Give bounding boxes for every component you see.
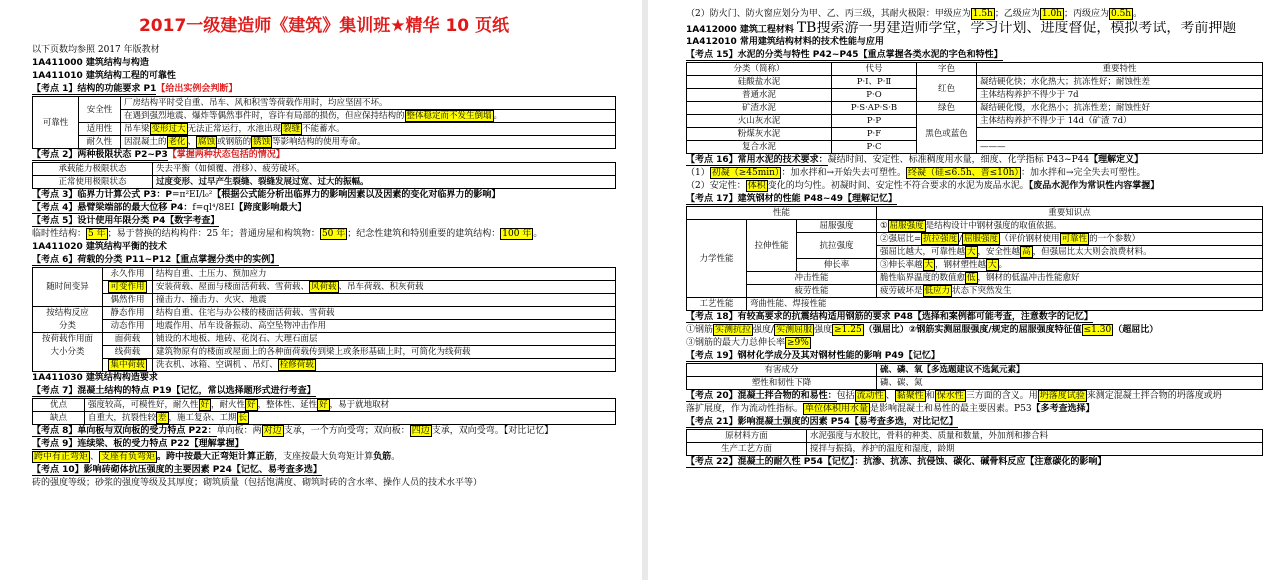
highlight: 腐蚀	[198, 137, 216, 147]
kp17-table	[686, 206, 1263, 311]
group-cell: 大小分类	[33, 346, 103, 359]
row-value: 过度变形、过早产生裂缝、裂缝发展过宽、过大的振幅。	[153, 176, 616, 189]
row-value: 失去平衡（如倾覆、滑移）、疲劳破坏。	[153, 163, 616, 176]
row-value: 因混凝土的 老化 、 腐蚀 或钢筋的 锈蚀 等影响结构的使用寿命。	[121, 136, 616, 149]
cement-trait: 主体结构养护不得少于 7d	[977, 89, 1263, 102]
row-value: 水泥强度与水胶比，骨料的种类、质量和数量，外加剂和掺合料	[807, 430, 1263, 443]
row-key: 缺点	[33, 412, 85, 425]
kp10-text: 砖的强度等级；砂浆的强度等级及其厚度；砌筑质量（包括饱满度、砌筑时砖的含水率、操作人员的技术水平等）	[32, 478, 483, 488]
property-sub: 拉伸性能	[747, 220, 797, 272]
row-key: 有害成分	[687, 364, 877, 377]
column-header: 代号	[832, 63, 917, 76]
cement-name: 硅酸盐水泥	[687, 76, 832, 89]
kp16-heading: 【考点 16】常用水泥的技术要求：	[686, 155, 828, 165]
highlight: 整体稳定而不发生倒塌	[406, 111, 492, 121]
section-heading: 1A411000 建筑结构与构造	[32, 58, 149, 68]
cement-name: 普通水泥	[687, 89, 832, 102]
kp2-tag: 【掌握两种状态包括的情况】	[167, 150, 285, 160]
row-value: 安装荷载、屋面与楼面活荷载、雪荷载、 风荷载 、吊车荷载、积灰荷载	[153, 281, 616, 294]
section-heading: 1A411020 建筑结构平衡的技术	[32, 242, 167, 252]
row-key: 原材料方面	[687, 430, 807, 443]
kp7-heading: 【考点 7】混凝土结构的特点 P19【记忆，常以选择题形式进行考查】	[32, 386, 316, 396]
kp15-table	[686, 62, 1263, 154]
cement-trait	[977, 128, 1263, 141]
row-key: 永久作用	[103, 268, 153, 281]
row-value: 地震作用、吊车设备振动、高空坠物冲击作用	[153, 320, 616, 333]
intro-text: 以下页数均参照 2017 年版教材	[32, 45, 160, 55]
row-value: 建筑物原有的楼面或屋面上的各种面荷载传到梁上或条形基础上时，可简化为线荷载	[153, 346, 616, 359]
kp1-tag: 【给出实例会判断】	[156, 84, 238, 94]
kp2-heading: 【考点 2】两种极限状态 P2~P3	[32, 150, 168, 160]
kp9-heading: 【考点 9】连续梁、板的受力特点 P22【理解掌握】	[32, 439, 244, 449]
kp3-note: 【根据公式能分析出临界力的影响因素以及因素的变化对临界力的影响】	[212, 190, 501, 200]
property-name: 抗拉强度	[797, 233, 877, 259]
cement-name: 粉煤灰水泥	[687, 128, 832, 141]
property-name: 疲劳性能	[747, 285, 877, 298]
cement-code: P·C	[832, 141, 917, 154]
row-key: 安全性	[79, 97, 121, 123]
property-note: 弯曲性能、焊接性能	[747, 298, 1263, 311]
row-key: 动态作用	[103, 320, 153, 333]
cement-trait: ———	[977, 141, 1263, 154]
row-value: 厂房结构平时受自重、吊车、风和积雪等荷载作用时，均应坚固不坏。	[121, 97, 616, 110]
column-header: 重要特性	[977, 63, 1263, 76]
property-name: 屈服强度	[797, 220, 877, 233]
row-value: 洗衣机、冰箱、空调机 、吊灯、 栓修荷载	[153, 359, 616, 372]
property-note: ③伸长率越 大 ，钢材塑性越 大 。	[877, 259, 1263, 272]
property-name: 伸长率	[797, 259, 877, 272]
kp20-line2: 落扩展度，作为流动性指标。 单位体积用水量 是影响混凝土和易性的最主要因素。P53【多考查选择】	[686, 404, 1095, 414]
row-key: 适用性	[79, 123, 121, 136]
kp7-table	[32, 398, 616, 425]
row-value: 结构自重、土压力、预加应力	[153, 268, 616, 281]
kp2-table	[32, 162, 616, 189]
property-note: 疲劳破坏是 低应力 状态下突然发生	[877, 285, 1263, 298]
cement-trait: 凝结硬化慢，水化热小；抗冻性差；耐蚀性好	[977, 102, 1263, 115]
row-key: 承载能力极限状态	[33, 163, 153, 176]
kp19-table	[686, 363, 1263, 390]
row-key: 静态作用	[103, 307, 153, 320]
row-key: 优点	[33, 399, 85, 412]
cement-trait: 凝结硬化快；水化热大；抗冻性好；耐蚀性差	[977, 76, 1263, 89]
row-value: 在遇到强烈地震、爆炸等偶然事件时，容许有局部的损伤，但应保持结构的 整体稳定而不发生倒塌 。	[121, 110, 616, 123]
property-group: 力学性能	[687, 220, 747, 298]
row-key: 面荷载	[103, 333, 153, 346]
row-key: 可变作用	[103, 281, 153, 294]
section-heading: 1A411030 建筑结构构造要求	[32, 373, 158, 383]
kp4-formula: f=ql⁴/8EI	[192, 203, 235, 213]
cement-name: 复合水泥	[687, 141, 832, 154]
row-key: 偶然作用	[103, 294, 153, 307]
property-group: 工艺性能	[687, 298, 747, 311]
kp3-heading: 【考点 3】临界力计算公式 P3：P	[32, 190, 172, 200]
column-header: 性能	[687, 207, 877, 220]
cement-code: P·P	[832, 115, 917, 128]
section-heading: 1A411010 建筑结构工程的可靠性	[32, 71, 176, 81]
row-key: 生产工艺方面	[687, 443, 807, 456]
row-key: 耐久性	[79, 136, 121, 149]
row-key: 线荷载	[103, 346, 153, 359]
row-value: 硫、磷、氧【多选题建议不选氮元素】	[877, 364, 1263, 377]
section-heading: 1A412010 常用建筑结构材料的技术性能与应用	[686, 37, 884, 47]
column-header: 字色	[917, 63, 977, 76]
kp16-line1: （1） 初凝（≥45min） ：加水拌和→开始失去可塑性。 终凝（硅≤6.5h、普≤10h） ：加水拌和→完全失去可塑性。	[686, 168, 1146, 178]
group-cell: 按结构反应	[33, 307, 103, 320]
cement-name: 矿渣水泥	[687, 102, 832, 115]
kp9-text: 跨中有正弯矩 、 支座有负弯矩 。跨中按最大正弯矩计算正筋，支座按最大负弯矩计算负筋。	[34, 452, 401, 462]
group-cell: 分类	[33, 320, 103, 333]
cement-code: P·O	[832, 89, 917, 102]
group-cell: 随时间变异	[33, 268, 103, 307]
property-note: ① 屈服强度 是结构设计中钢材强度的取值依据。	[877, 220, 1263, 233]
kp1-table	[32, 96, 616, 149]
highlight: 锈蚀	[253, 137, 271, 147]
row-value: 铺设的木地板、地砖、花岗石、大理石面层	[153, 333, 616, 346]
kp5-heading: 【考点 5】设计使用年限分类 P4【数字考查】	[32, 216, 220, 226]
cement-color: 黑色或蓝色	[917, 115, 977, 154]
row-key: 塑性和韧性下降	[687, 377, 877, 390]
cement-color: 红色	[917, 76, 977, 102]
kp1-heading: 【考点 1】结构的功能要求 P1	[32, 84, 157, 94]
kp22-heading: 【考点 22】混凝土的耐久性 P54【记忆】	[686, 457, 855, 467]
highlight: 裂缝	[283, 124, 301, 134]
kp21-heading: 【考点 21】影响混凝土强度的因素 P54【易考查多选，对比记忆】	[686, 417, 958, 427]
kp17-heading: 【考点 17】建筑钢材的性能 P48~49【理解记忆】	[686, 194, 897, 204]
kp16-line2: （2）安定性： 体积 变化的均匀性。初凝时间、安定性不符合要求的水泥为废品水泥。【废品水泥作为常识性内容掌握】	[686, 181, 1160, 191]
highlight: 变形过大	[151, 124, 186, 134]
group-cell	[33, 359, 103, 372]
kp3-formula: =π²EI/l₀²	[171, 190, 213, 200]
row-value: 撞击力、撞击力、火灾、地震	[153, 294, 616, 307]
row-value: 搅拌与振捣，养护的温度和湿度，龄期	[807, 443, 1263, 456]
kp16-text: 凝结时间、安定性、标准稠度用水量，细度、化学指标 P43~P44	[827, 155, 1090, 165]
kp6-table	[32, 267, 616, 372]
fire-door-text: （2）防火门、防火窗应划分为甲、乙、丙三级，其耐火极限：甲级应为 1.5h ；乙级应为 1.0h ；丙级应为 0.5h 。	[686, 9, 1143, 19]
group-cell: 按荷载作用面	[33, 333, 103, 346]
row-value: 强度较高，可模性好，耐久性 好 ，耐火性 好 ，整体性、延性 好 ，易于就地取材	[85, 399, 616, 412]
row-value: 磷、碳、氮	[877, 377, 1263, 390]
kp16-tag: 【理解定义】	[1089, 155, 1144, 165]
group-cell: 可靠性	[33, 97, 79, 149]
property-note: 脆性临界温度的数值愈 低 ，钢材的低温冲击性能愈好	[877, 272, 1263, 285]
kp15-heading: 【考点 15】水泥的分类与特性 P42~P45【重点掌握各类水泥的字色和特性】	[686, 50, 1003, 60]
kp18-line1: ①钢筋 实测抗拉 强度/ 实测屈服 强度 ≥1.25 （强屈比）②钢筋实测屈服强度/规定的屈服强度特征值 ≤1.30 （超屈比）	[686, 325, 1159, 335]
kp5-text: 临时性结构： 5 年 ；易于替换的结构构件：25 年；普通房屋和构筑物： 50 年 ；纪念性建筑和特别重要的建筑结构： 100 年 。	[32, 229, 543, 239]
column-header: 重要知识点	[877, 207, 1263, 220]
row-value: 结构自重、住宅与办公楼的楼面活荷载、雪荷载	[153, 307, 616, 320]
cement-code: P·Ⅰ、P·Ⅱ	[832, 76, 917, 89]
property-note: 强屈比越大，可靠性越 大 ，安全性越 高 ，但强屈比太大则会浪费材料。	[877, 246, 1263, 259]
kp21-table	[686, 429, 1263, 456]
kp18-heading: 【考点 18】有较高要求的抗震结构适用钢筋的要求 P48【选择和案例都可能考查，注意数字的记忆】	[686, 312, 1093, 322]
cement-color: 绿色	[917, 102, 977, 115]
row-key: 正常使用极限状态	[33, 176, 153, 189]
section-heading: 1A412000 建筑工程材料	[686, 25, 794, 35]
property-note: ②强屈比= 抗拉强度 / 屈服强度 （评价钢材使用 可靠性 的一个参数）	[877, 233, 1263, 246]
property-name: 冲击性能	[747, 272, 877, 285]
row-value: 自重大，抗裂性较 差 ，施工复杂、工期 长	[85, 412, 616, 425]
column-header: 分类（简称）	[687, 63, 832, 76]
right-page	[648, 0, 1283, 580]
kp8-line: 【考点 8】单向板与双向板的受力特点 P22：单向板：两 对边 支承，一个方向受弯；双向板： 四边 支承，双向受弯。【对比记忆】	[32, 426, 554, 436]
kp22-text: ：抗渗、抗冻、抗侵蚀、碳化、碱骨料反应【注意碳化的影响】	[854, 457, 1107, 467]
cement-code: P·F	[832, 128, 917, 141]
kp6-heading: 【考点 6】荷载的分类 P11~P12【重点掌握分类中的实例】	[32, 255, 280, 265]
highlight: 老化	[168, 137, 186, 147]
cement-code: P·S·AP·S·B	[832, 102, 917, 115]
row-value: 吊车梁 变形过大 无法正常运行，水池出现 裂缝 不能蓄水。	[121, 123, 616, 136]
kp10-heading: 【考点 10】影响砖砌体抗压强度的主要因素 P24【记忆、易考查多选】	[32, 465, 322, 475]
document-title: 2017一级建造师《建筑》集训班★精华 10 页纸	[138, 16, 510, 36]
watermark-text: TB搜索游一男建造师学堂，学习计划、进度督促，模拟考试，考前押题	[796, 21, 1237, 36]
kp19-heading: 【考点 19】钢材化学成分及其对钢材性能的影响 P49【记忆】	[686, 351, 940, 361]
kp20-line1: 【考点 20】混凝土拌合物的和易性：包括 流动性 、 黏聚性 和 保水性 三方面的含义。用 坍落度试验 来测定混凝土拌合物的坍落度或坍	[686, 391, 1222, 401]
kp18-line2: ③钢筋的最大力总伸长率 ≥9%	[686, 338, 809, 348]
kp4-note: 【跨度影响最大】	[234, 203, 307, 213]
kp4-heading: 【考点 4】悬臂梁端部的最大位移 P4：	[32, 203, 193, 213]
row-key: 集中荷载	[103, 359, 153, 372]
cement-name: 火山灰水泥	[687, 115, 832, 128]
cement-trait: 主体结构养护不得少于 14d（矿渣 7d）	[977, 115, 1263, 128]
